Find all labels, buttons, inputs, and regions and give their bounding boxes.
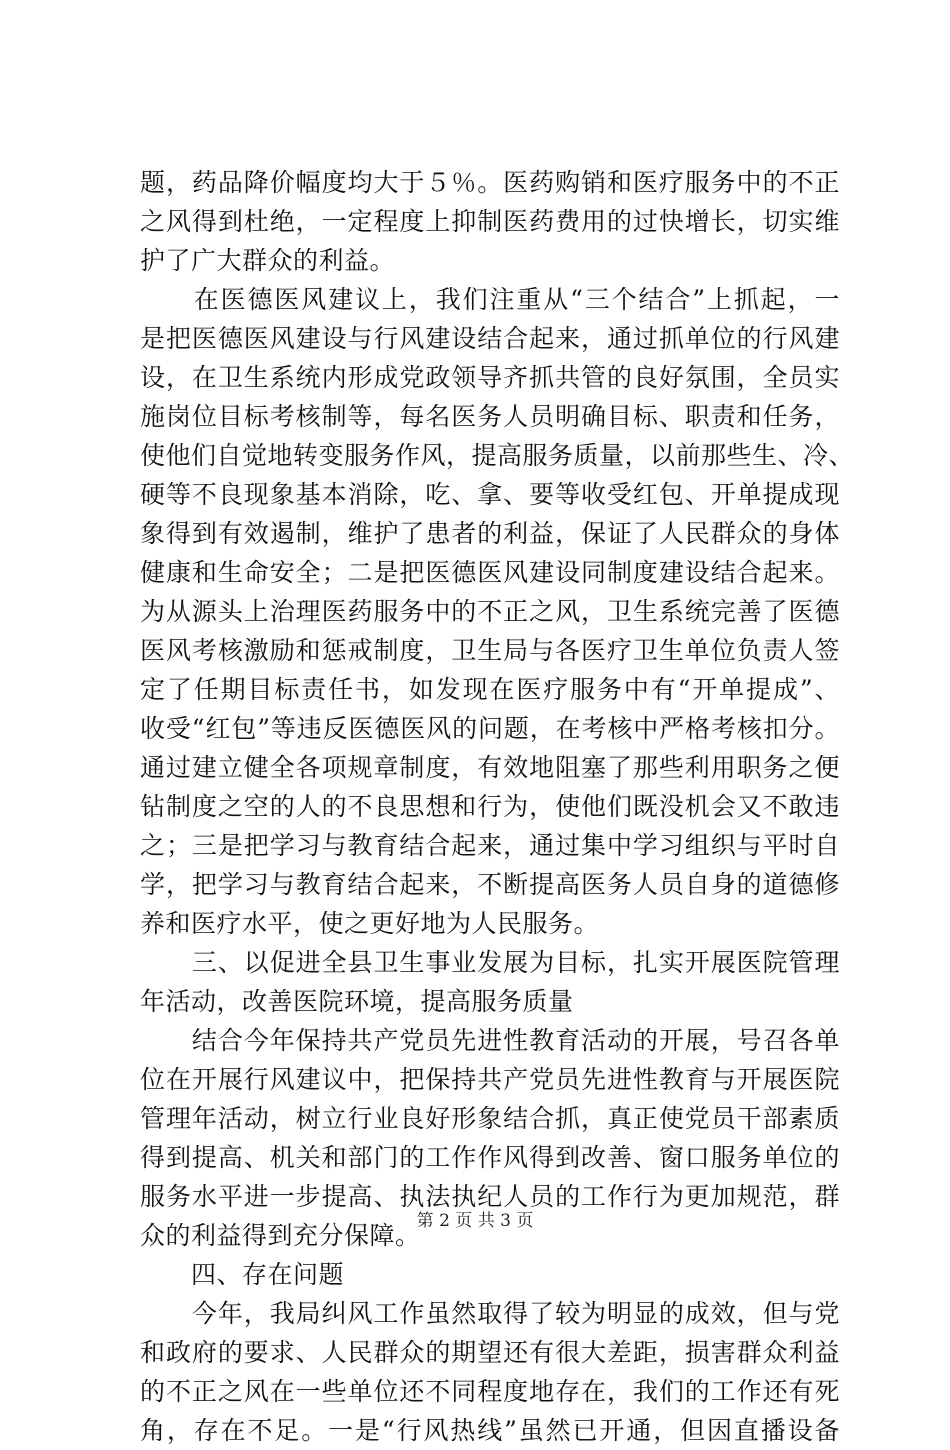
text-line: 四、存在问题 [140,1260,345,1289]
text-line: 通过建立健全各项规章制度，有效地阻塞了那些利用职务之便 [140,753,840,782]
text-line: 题，药品降价幅度均大于５％。医药购销和医疗服务中的不正 [140,168,840,197]
text-line: 为从源头上治理医药服务中的不正之风，卫生系统完善了医德 [140,597,840,626]
text-line: 钻制度之空的人的不良思想和行为，使他们既没机会又不敢违 [140,792,840,821]
text-line: 使他们自觉地转变服务作风，提高服务质量，以前那些生、冷、 [140,441,855,470]
text-line: 之风得到杜绝，一定程度上抑制医药费用的过快增长，切实维 [140,207,840,236]
text-line: 学，把学习与教育结合起来，不断提高医务人员自身的道德修 [140,870,840,899]
text-line: 角，存在不足。一是“行风热线”虽然已开通，但因直播设备 [140,1416,840,1445]
text-line: 在医德医风建议上，我们注重从“三个结合”上抓起，一 [140,285,840,314]
text-line: 位在开展行风建议中，把保持共产党员先进性教育与开展医院 [140,1065,840,1094]
text-line: 医风考核激励和惩戒制度，卫生局与各医疗卫生单位负责人签 [140,636,840,665]
text-line: 年活动，改善医院环境，提高服务质量 [140,987,574,1016]
text-line: 今年，我局纠风工作虽然取得了较为明显的成效，但与党 [140,1299,840,1328]
text-line: 是把医德医风建设与行风建设结合起来，通过抓单位的行风建 [140,324,840,353]
text-line: 象得到有效遏制，维护了患者的利益，保证了人民群众的身体 [140,519,840,548]
page-footer: 第 2 页 共 3 页 [416,1211,534,1231]
text-line: 三、以促进全县卫生事业发展为目标，扎实开展医院管理 [140,948,840,977]
text-line: 服务水平进一步提高、执法执纪人员的工作行为更加规范，群 [140,1182,840,1211]
text-line: 收受“红包”等违反医德医风的问题，在考核中严格考核扣分。 [140,714,840,743]
text-line: 之；三是把学习与教育结合起来，通过集中学习组织与平时自 [140,831,840,860]
text-line: 设，在卫生系统内形成党政领导齐抓共管的良好氛围，全员实 [140,363,840,392]
text-line: 的不正之风在一些单位还不同程度地存在，我们的工作还有死 [140,1377,840,1406]
text-line: 和政府的要求、人民群众的期望还有很大差距，损害群众利益 [140,1338,840,1367]
text-line: 定了任期目标责任书，如发现在医疗服务中有“开单提成”、 [140,675,840,704]
text-line: 健康和生命安全；二是把医德医风建设同制度建设结合起来。 [140,558,840,587]
text-line: 管理年活动，树立行业良好形象结合抓，真正使党员干部素质 [140,1104,840,1133]
text-line: 得到提高、机关和部门的工作作风得到改善、窗口服务单位的 [140,1143,840,1172]
document-body [140,163,855,1450]
text-line: 众的利益得到充分保障。 [140,1221,421,1250]
text-line: 结合今年保持共产党员先进性教育活动的开展，号召各单 [140,1026,840,1055]
text-line: 硬等不良现象基本消除，吃、拿、要等收受红包、开单提成现 [140,480,840,509]
text-line: 施岗位目标考核制等，每名医务人员明确目标、职责和任务， [140,402,840,431]
text-line: 护了广大群众的利益。 [140,246,396,275]
text-line: 养和医疗水平，使之更好地为人民服务。 [140,909,600,938]
